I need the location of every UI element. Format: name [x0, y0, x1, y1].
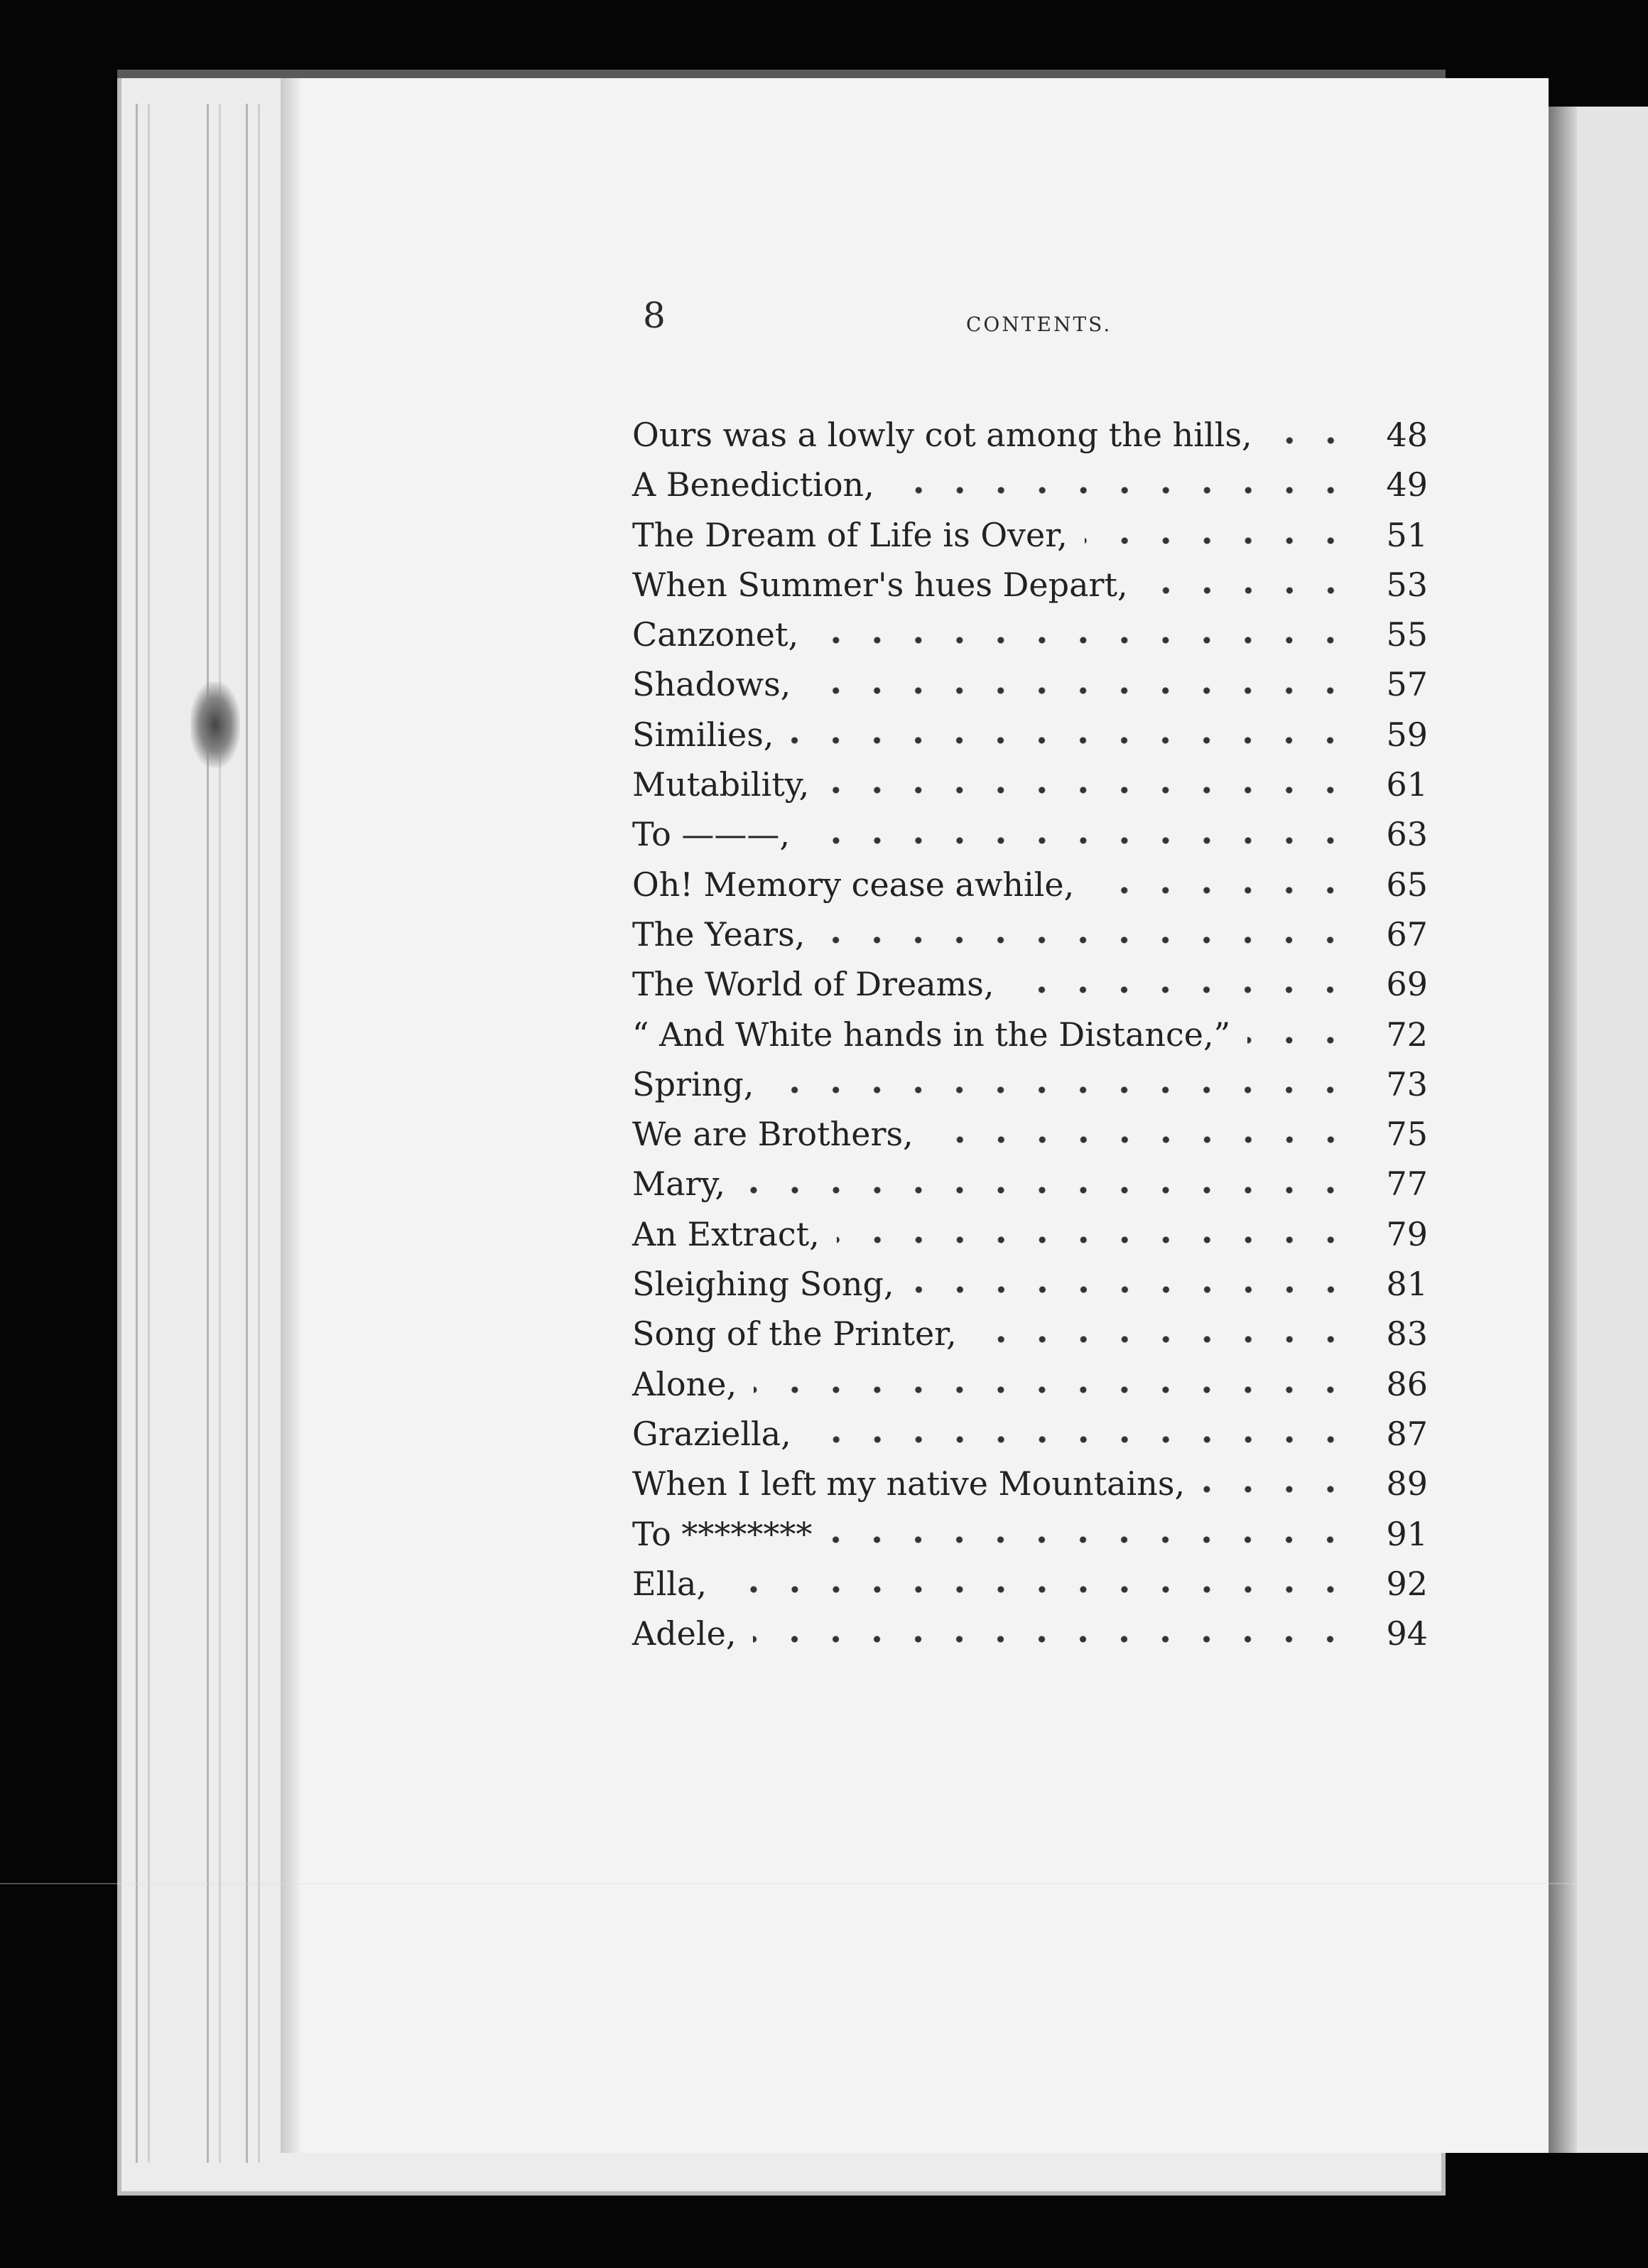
dot-leader [1091, 887, 1351, 894]
toc-entry-page: 49 [1386, 465, 1428, 504]
binding-edge [117, 70, 1446, 78]
dot-leader [837, 1236, 1351, 1243]
toc-entry-title: To ———, [632, 815, 791, 854]
dot-leader [753, 1636, 1351, 1643]
toc-entry-title: Adele, [632, 1614, 737, 1653]
cover-edge [207, 104, 221, 2163]
cover-edge [136, 104, 150, 2163]
toc-entry-page: 69 [1386, 965, 1428, 1004]
toc-entry-page: 61 [1386, 765, 1428, 804]
dot-leader [808, 1436, 1351, 1443]
toc-entry-page: 73 [1386, 1064, 1428, 1103]
toc-entry-title: To ******** [632, 1514, 813, 1553]
toc-entry-page: 63 [1386, 815, 1428, 854]
dot-leader [974, 1336, 1351, 1343]
dot-leader [891, 487, 1351, 494]
toc-entry-title: A Benediction, [632, 465, 874, 504]
toc-entry-page: 77 [1386, 1165, 1428, 1204]
toc-entry [632, 1464, 1428, 1514]
scan-line [0, 1883, 1648, 1884]
toc-entry [632, 716, 1428, 765]
dot-leader [724, 1586, 1351, 1593]
toc-entry-title: Oh! Memory cease awhile, [632, 865, 1075, 904]
toc-entry [632, 1265, 1428, 1314]
toc-entry [632, 915, 1428, 965]
toc-entry-title: Canzonet, [632, 615, 799, 654]
toc-entry-page: 86 [1386, 1364, 1428, 1403]
toc-entry-page: 89 [1386, 1464, 1428, 1503]
toc-entry [632, 1614, 1428, 1664]
dot-leader [1011, 986, 1351, 993]
toc-entry [632, 665, 1428, 715]
toc-entry [632, 416, 1428, 465]
dot-leader [829, 1536, 1351, 1543]
toc-entry [632, 1165, 1428, 1214]
dot-leader [754, 1386, 1351, 1393]
toc-entry-title: Ours was a lowly cot among the hills, [632, 416, 1252, 454]
toc-entry [632, 465, 1428, 515]
toc-entry-title: Similies, [632, 715, 774, 754]
toc-entry-page: 59 [1386, 715, 1428, 754]
toc-entry [632, 1015, 1428, 1065]
toc-entry-title: The Dream of Life is Over, [632, 515, 1068, 554]
toc-entry-page: 91 [1386, 1514, 1428, 1553]
toc-entry [632, 965, 1428, 1015]
dot-leader [1269, 437, 1351, 444]
toc-entry-page: 65 [1386, 865, 1428, 904]
toc-entry-page: 79 [1386, 1214, 1428, 1253]
toc-entry-page: 87 [1386, 1414, 1428, 1453]
toc-entry-page: 53 [1386, 565, 1428, 604]
toc-entry [632, 1565, 1428, 1614]
running-head: CONTENTS. [966, 313, 1112, 336]
dot-leader [1145, 587, 1351, 594]
toc-entry-title: An Extract, [632, 1214, 820, 1253]
toc-entry-title: Mutability, [632, 765, 810, 804]
toc-entry-title: The Years, [632, 914, 806, 954]
table-of-contents [632, 416, 1428, 1664]
toc-entry-title: Spring, [632, 1064, 754, 1103]
toc-entry-title: Sleighing Song, [632, 1265, 894, 1304]
toc-entry [632, 615, 1428, 665]
toc-entry-title: Song of the Printer, [632, 1314, 957, 1354]
toc-entry-title: We are Brothers, [632, 1115, 914, 1154]
toc-entry-page: 75 [1386, 1115, 1428, 1154]
toc-entry-page: 94 [1386, 1614, 1428, 1653]
cover-edge [246, 104, 260, 2163]
dot-leader [791, 737, 1351, 744]
toc-entry [632, 1415, 1428, 1464]
dot-leader [1085, 537, 1351, 544]
dot-leader [931, 1136, 1351, 1143]
toc-entry-page: 92 [1386, 1564, 1428, 1603]
dot-leader [815, 637, 1351, 644]
toc-entry-title: When Summer's hues Depart, [632, 565, 1128, 604]
dot-leader [808, 687, 1351, 694]
toc-entry [632, 815, 1428, 865]
toc-entry-page: 51 [1386, 515, 1428, 554]
toc-entry [632, 516, 1428, 566]
dot-leader [826, 787, 1351, 794]
toc-entry-page: 48 [1386, 416, 1428, 454]
toc-entry-title: Shadows, [632, 665, 791, 704]
toc-entry [632, 1515, 1428, 1565]
dot-leader [742, 1187, 1351, 1194]
toc-entry-title: Mary, [632, 1165, 726, 1204]
toc-entry-title: When I left my native Mountains, [632, 1464, 1186, 1503]
toc-entry [632, 566, 1428, 615]
toc-entry-title: Ella, [632, 1564, 708, 1603]
toc-entry [632, 1215, 1428, 1265]
dot-leader [771, 1086, 1351, 1094]
toc-entry-page: 67 [1386, 914, 1428, 954]
toc-entry-title: The World of Dreams, [632, 965, 994, 1004]
toc-entry-page: 55 [1386, 615, 1428, 654]
dot-leader [807, 837, 1351, 844]
page-number: 8 [643, 295, 666, 336]
toc-entry [632, 865, 1428, 915]
toc-entry [632, 1065, 1428, 1115]
toc-entry-page: 72 [1386, 1015, 1428, 1054]
dot-leader [1247, 1037, 1351, 1044]
toc-entry [632, 1314, 1428, 1364]
toc-entry [632, 1365, 1428, 1415]
toc-entry-page: 57 [1386, 665, 1428, 704]
page-edge-shadow [281, 78, 302, 2153]
toc-entry-page: 83 [1386, 1314, 1428, 1354]
toc-entry [632, 765, 1428, 815]
dot-leader [822, 936, 1351, 944]
ink-stain [190, 682, 240, 767]
dot-leader [911, 1286, 1351, 1293]
toc-entry [632, 1115, 1428, 1165]
toc-entry-title: “ And White hands in the Distance,” [632, 1015, 1231, 1054]
toc-entry-title: Graziella, [632, 1414, 791, 1453]
dot-leader [1202, 1486, 1351, 1493]
toc-entry-page: 81 [1386, 1265, 1428, 1304]
toc-entry-title: Alone, [632, 1364, 737, 1403]
